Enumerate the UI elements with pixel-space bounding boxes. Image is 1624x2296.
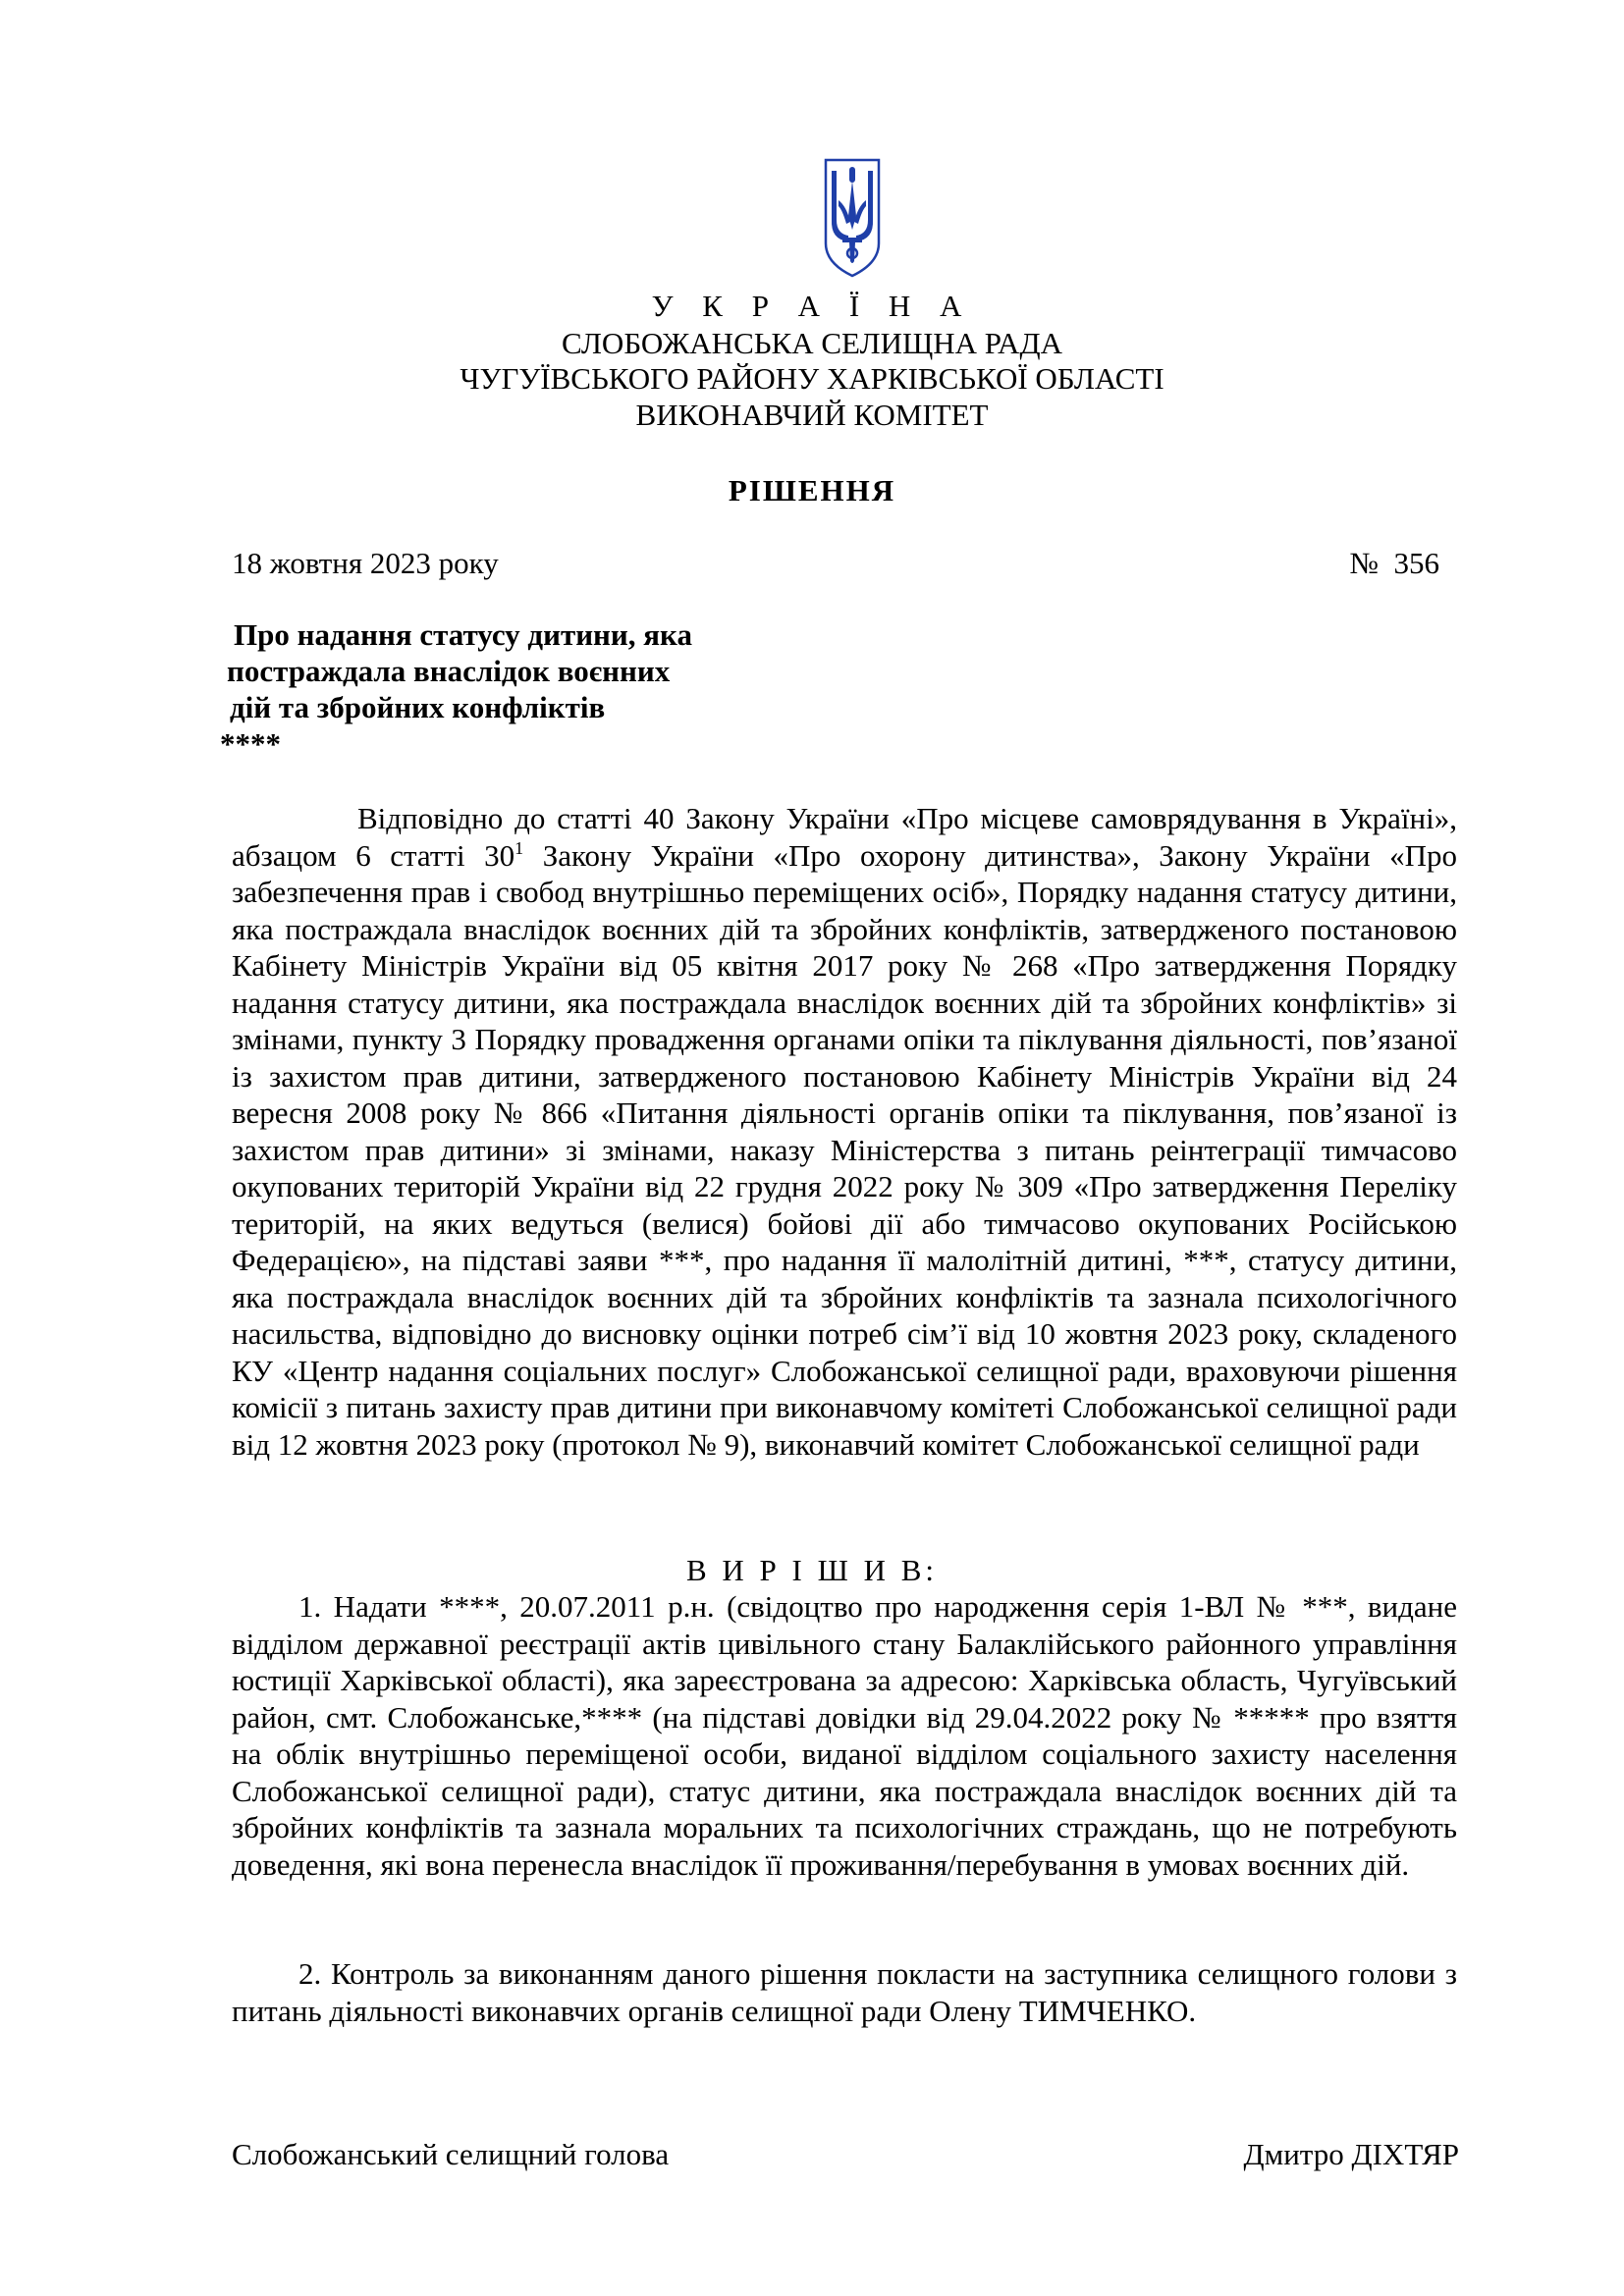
country-name: У К Р А Ї Н А	[651, 289, 973, 323]
decision-number: № 356	[1349, 546, 1439, 580]
subject-redacted: ****	[220, 726, 281, 761]
subject-line-2: постраждала внаслідок воєнних	[227, 654, 671, 688]
preamble-part-2: Закону України «Про охорону дитинства», Закону України «Про забезпечення прав і свобод внутрішньо переміщених осіб», Порядку надання статусу дитини, яка постраждала внаслідок воєнних дій та збройних конфліктів, затвердженого постановою Кабінету Міністрів України від 05 квітня 2017 року № 268 «Про затвердження Порядку надання статусу дитини, яка постраждала внаслідок воєнних дій та збройних конфліктів» зі змінами, пункту 3 Порядку провадження органами опіки та піклування діяльності, пов’язаної із захистом прав дитини, затвердженого постановою Кабінету Міністрів України від 24 вересня 2008 року № 866 «Питання діяльності органів опіки та піклування, пов’язаної із захистом прав дитини» зі змінами, наказу Міністерства з питань реінтеграції тимчасово окупованих територій України від 22 грудня 2022 року № 309 «Про затвердження Переліку територій, на яких ведуться (велися) бойові дії або тимчасово окупованих Російською Федерацією», на підставі заяви ***, про надання її малолітній дитині, ***, статусу дитини, яка постраждала внаслідок воєнних дій та збройних конфліктів та зазнала психологічного насильства, відповідно до висновку оцінки потреб сім’ї від 10 жовтня 2023 року, складеного КУ «Центр надання соціальних послуг» Слобожанської селищної ради, враховуючи рішення комісії з питань захисту прав дитини при виконавчому комітеті Слобожанської селищної ради від 12 жовтня 2023 року (протокол № 9), виконавчий комітет Слобожанської селищної ради	[232, 837, 1457, 1462]
preamble-superscript: 1	[514, 837, 524, 858]
preamble-part-1: Відповідно до статті 40 Закону України «Про місцеве самоврядування в Україні», абзацом 6 статті 30	[232, 801, 1457, 873]
signatory-name: Дмитро ДІХТЯР	[1243, 2137, 1459, 2171]
document-type: РІШЕННЯ	[728, 473, 896, 507]
decided-heading: В И Р І Ш И В:	[685, 1553, 939, 1587]
district-name: ЧУГУЇВСЬКОГО РАЙОНУ ХАРКІВСЬКОЇ ОБЛАСТІ	[460, 361, 1164, 396]
signatory-title: Слобожанський селищний голова	[232, 2137, 670, 2171]
decision-date: 18 жовтня 2023 року	[232, 546, 499, 580]
subject-line-3: дій та збройних конфліктів	[230, 690, 606, 724]
subject-line-1: Про надання статусу дитини, яка	[234, 617, 692, 652]
council-name: СЛОБОЖАНСЬКА СЕЛИЩНА РАДА	[562, 326, 1062, 360]
committee-name: ВИКОНАВЧИЙ КОМІТЕТ	[635, 398, 989, 432]
preamble-paragraph	[232, 800, 1457, 1463]
decision-item-1: 1. Надати ****, 20.07.2011 р.н. (свідоцтво про народження серія 1-ВЛ № ***, видане відділом державної реєстрації актів цивільного стану Балаклійського районного управління юстиції Харківської області), яка зареєстрована за адресою: Харківська область, Чугуївський район, смт. Слобожанське,**** (на підставі довідки від 29.04.2022 року № ***** про взяття на облік внутрішньо переміщеної особи, виданої відділом соціального захисту населення Слобожанської селищної ради), статус дитини, яка постраждала внаслідок воєнних дій та збройних конфліктів та зазнала моральних та психологічних страждань, що не потребують доведення, які вона перенесла внаслідок її проживання/перебування в умовах воєнних дій.	[232, 1589, 1457, 1882]
decision-item-2: 2. Контроль за виконанням даного рішення покласти на заступника селищного голови з питань діяльності виконавчих органів селищної ради Олену ТИМЧЕНКО.	[232, 1956, 1457, 2028]
trident-coat-of-arms-icon	[823, 157, 882, 279]
